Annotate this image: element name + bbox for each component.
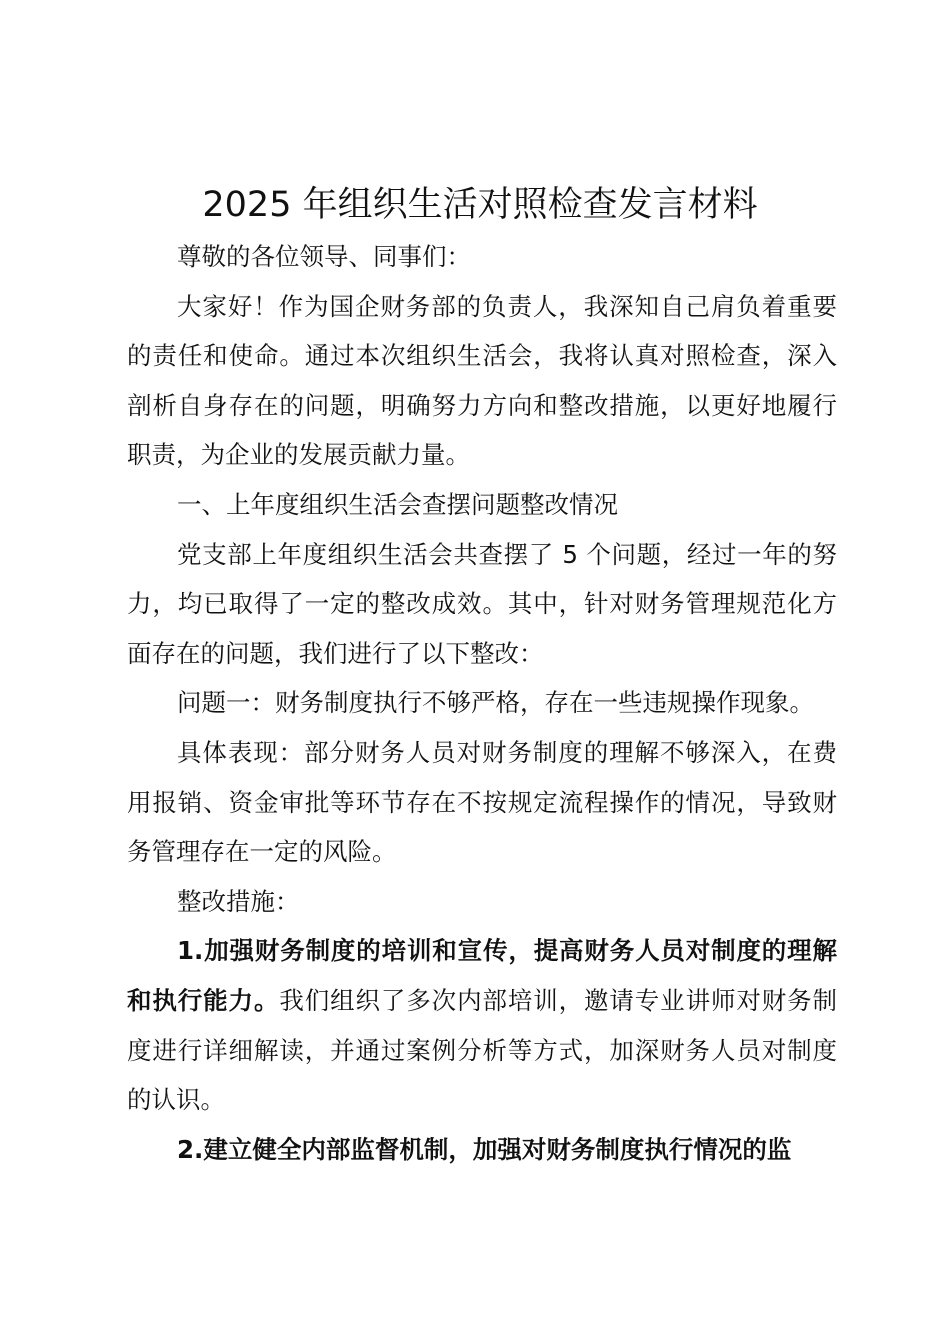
greeting-paragraph: 尊敬的各位领导、同事们： bbox=[177, 242, 471, 271]
measure-lead: 1.加强财务制度的培训和宣传，提高财务人员对制度的理解和执行能力。 bbox=[127, 936, 837, 1015]
manifestation-paragraph: 具体表现：部分财务人员对财务制度的理解不够深入，在费用报销、资金审批等环节存在不按规定流程操作的情况，导致财务管理存在一定的风险。 bbox=[127, 737, 837, 867]
measure-item bbox=[127, 1125, 837, 1175]
measure-detail: 我们组织了多次内部培训，邀请专业讲师对财务制度进行详细解读，并通过案例分析等方式，加深财务人员对制度的认识。 bbox=[127, 985, 838, 1115]
measure-lead: 2.建立健全内部监督机制，加强对财务制度执行情况的监 bbox=[177, 1134, 792, 1164]
document-body bbox=[127, 232, 837, 1174]
problem-paragraph: 问题一：财务制度执行不够严格，存在一些违规操作现象。 bbox=[177, 688, 814, 718]
section-heading: 一、上年度组织生活会查摆问题整改情况 bbox=[177, 489, 618, 519]
section-body-paragraph: 党支部上年度组织生活会共查摆了 5 个问题，经过一年的努力，均已取得了一定的整改成效。其中，针对财务管理规范化方面存在的问题，我们进行了以下整改： bbox=[127, 539, 837, 668]
intro-paragraph: 大家好！作为国企财务部的负责人，我深知自己肩负着重要的责任和使命。通过本次组织生活会，我将认真对照检查，深入剖析自身存在的问题，明确努力方向和整改措施，以更好地履行职责，为企业的发展贡献力量。 bbox=[127, 291, 837, 470]
measures-label: 整改措施： bbox=[177, 886, 300, 916]
measure-item bbox=[127, 926, 837, 1124]
document-title: 2025 年组织生活对照检查发言材料 bbox=[202, 185, 758, 225]
